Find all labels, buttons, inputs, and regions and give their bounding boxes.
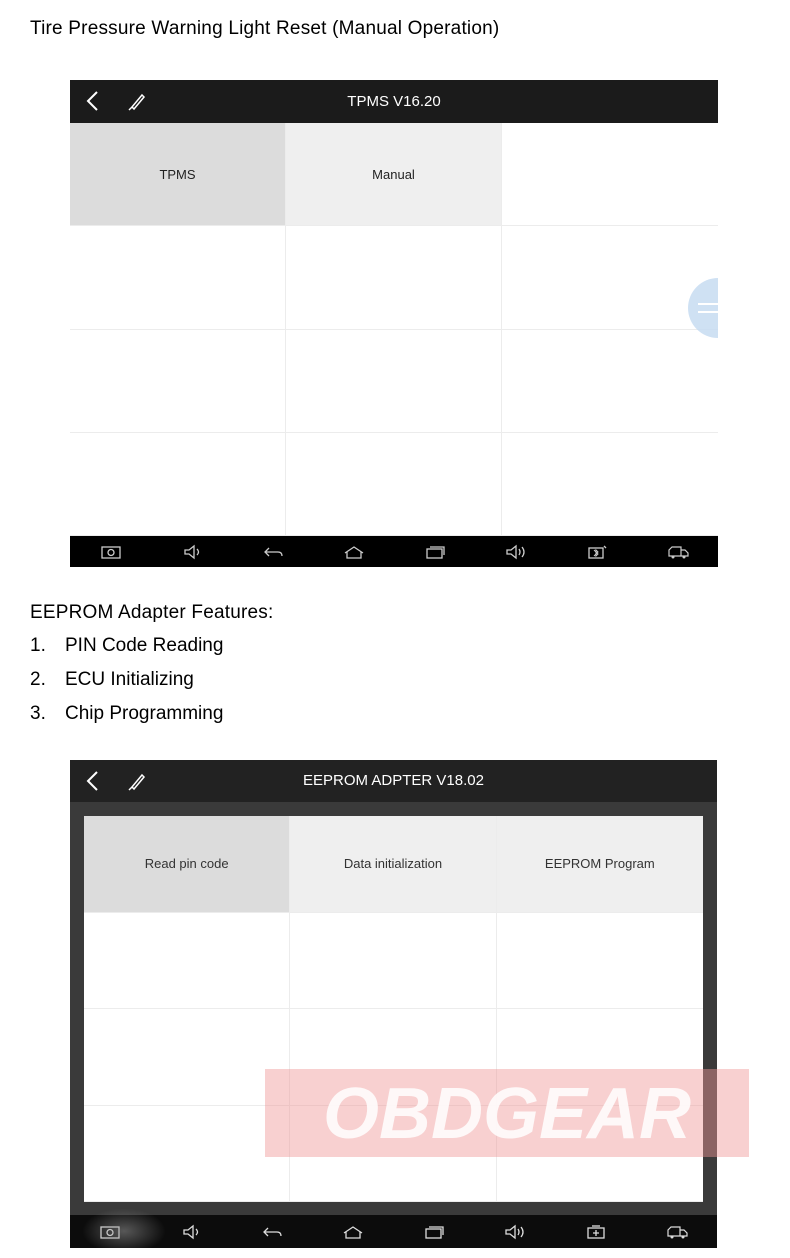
list-text: PIN Code Reading: [65, 635, 224, 656]
grid-cell: [84, 913, 290, 1010]
feature-list: [30, 634, 223, 736]
volume-up-icon[interactable]: [504, 1224, 526, 1240]
volume-down-icon[interactable]: [180, 1224, 202, 1240]
vci-connect-icon[interactable]: [585, 1224, 607, 1240]
volume-up-icon[interactable]: [505, 544, 527, 560]
grid-cell: [70, 433, 286, 536]
grid-cell: [84, 1106, 290, 1203]
obdgear-watermark: [265, 1069, 749, 1157]
watermark-logo: [287, 1078, 727, 1148]
menu-item-data-initialization[interactable]: Data initialization: [290, 816, 496, 913]
tpms-screen: [70, 80, 718, 567]
menu-item-tpms[interactable]: TPMS: [70, 123, 286, 226]
grid-cell: [502, 330, 718, 433]
system-nav-bar: [70, 1215, 717, 1248]
grid-cell: [70, 330, 286, 433]
list-number: 1.: [30, 635, 46, 656]
grid-cell: [286, 433, 502, 536]
recent-apps-icon[interactable]: [424, 544, 446, 560]
home-icon[interactable]: [342, 1224, 364, 1240]
grid-cell: [290, 913, 496, 1010]
screenshot-icon[interactable]: [100, 544, 122, 560]
volume-down-icon[interactable]: [181, 544, 203, 560]
pressed-highlight: [82, 1208, 166, 1248]
list-item: [30, 668, 223, 702]
grid-cell: [70, 226, 286, 329]
grid-cell: [497, 913, 703, 1010]
back-arrow-icon[interactable]: [261, 1224, 283, 1240]
truck-icon[interactable]: [667, 544, 689, 560]
list-number: 2.: [30, 669, 46, 690]
screen-title: TPMS V16.20: [347, 93, 441, 110]
watermark-text: OBDGEAR: [322, 1078, 692, 1148]
grid-cell: [502, 226, 718, 329]
eeprom-screen: [70, 760, 717, 1248]
menu-item-read-pin-code[interactable]: Read pin code: [84, 816, 290, 913]
screen-title: EEPROM ADPTER V18.02: [303, 772, 484, 789]
truck-icon[interactable]: [666, 1224, 688, 1240]
menu-item-manual[interactable]: Manual: [286, 123, 502, 226]
list-text: Chip Programming: [65, 703, 224, 724]
top-bar: [70, 80, 718, 123]
grid-cell: [84, 1009, 290, 1106]
recent-apps-icon[interactable]: [423, 1224, 445, 1240]
vci-bluetooth-icon[interactable]: [586, 544, 608, 560]
list-item: [30, 702, 223, 736]
list-item: [30, 634, 223, 668]
top-bar: [70, 760, 717, 802]
home-icon[interactable]: [343, 544, 365, 560]
list-number: 3.: [30, 703, 46, 724]
grid-cell: [286, 226, 502, 329]
grid-cell: [502, 123, 718, 226]
function-grid: [70, 123, 718, 536]
back-arrow-icon[interactable]: [262, 544, 284, 560]
menu-item-eeprom-program[interactable]: EEPROM Program: [497, 816, 703, 913]
grid-cell: [286, 330, 502, 433]
grid-cell: [502, 433, 718, 536]
tpms-heading: Tire Pressure Warning Light Reset (Manual Operation): [30, 18, 500, 39]
list-text: ECU Initializing: [65, 669, 194, 690]
eeprom-heading: EEPROM Adapter Features:: [30, 602, 274, 623]
system-nav-bar: [70, 536, 718, 567]
